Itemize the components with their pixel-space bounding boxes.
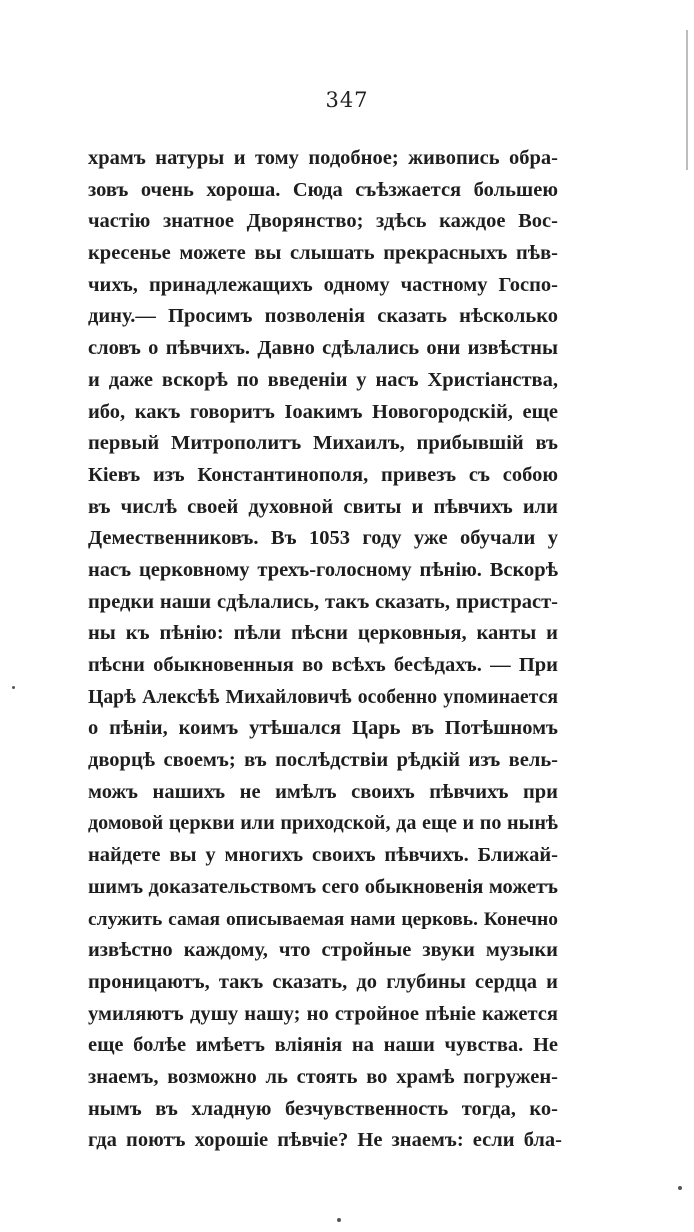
text-line: зовъ очень хороша. Сюда съѣзжается большею [88, 178, 558, 201]
page-edge-mark [686, 30, 688, 170]
text-line: гда поютъ хорошіе пѣвчіе? Не знаемъ: если бла- [88, 1129, 563, 1152]
text-line: въ числѣ своей духовной свиты и пѣвчихъ или [88, 495, 558, 518]
text-line: первый Митрополитъ Михаилъ, прибывшій въ [88, 432, 558, 455]
scan-speck [337, 1218, 341, 1222]
text-line: домовой церкви или приходской, да еще и по нынѣ [88, 812, 558, 835]
text-line: Кіевъ изъ Константинополя, привезъ съ собою [88, 463, 558, 486]
body-text [88, 143, 563, 1157]
text-line: ны къ пѣнію: пѣли пѣсни церковныя, канты и [88, 622, 558, 645]
text-line: проницаютъ, такъ сказать, до глубины сердца и [88, 970, 558, 993]
text-line: пѣсни обыкновенныя во всѣхъ бесѣдахъ. — При [88, 654, 558, 676]
text-line: кресенье можете вы слышать прекрасныхъ пѣв- [88, 242, 558, 265]
text-line: найдете вы у многихъ своихъ пѣвчихъ. Ближай- [88, 844, 558, 867]
scan-speck [12, 686, 15, 689]
text-line: нымъ въ хладную безчувственность тогда, ко- [88, 1097, 558, 1120]
text-line: шимъ доказательствомъ сего обыкновенія можетъ [88, 875, 558, 898]
text-line: храмъ натуры и тому подобное; живопись обра- [88, 147, 558, 169]
text-line: насъ церковному трехъ-голосному пѣнію. Вскорѣ [88, 558, 558, 581]
text-line: Царѣ Алексѣѣ Михайловичѣ особенно упоминается [88, 685, 558, 708]
text-line: можъ нашихъ не имѣлъ своихъ пѣвчихъ при [88, 780, 558, 803]
text-line: извѣстно каждому, что стройные звуки музыки [88, 939, 558, 962]
text-line: служить самая описываемая нами церковь. Конечно [88, 908, 558, 930]
text-line: дину.— Просимъ позволенія сказать нѣсколько [88, 305, 558, 328]
text-line: дворцѣ своемъ; въ послѣдствіи рѣдкій изъ вель- [88, 749, 558, 772]
text-line: частію знатное Дворянство; здѣсь каждое Вос- [88, 210, 558, 233]
text-line: умиляютъ душу нашу; но стройное пѣніе кажется [88, 1002, 558, 1025]
scan-speck [678, 1186, 682, 1190]
text-line: еще болѣе имѣетъ вліянія на наши чувства. Не [88, 1034, 558, 1057]
text-line: и даже вскорѣ по введеніи у насъ Христіанства, [88, 368, 558, 391]
text-line: чихъ, принадлежащихъ одному частному Госпо- [88, 273, 558, 296]
text-line: словъ о пѣвчихъ. Давно сдѣлались они извѣстны [88, 337, 558, 360]
text-line: о пѣніи, коимъ утѣшался Царь въ Потѣшномъ [88, 717, 558, 740]
text-line: знаемъ, возможно ль стоять во храмѣ погружен- [88, 1065, 558, 1088]
text-line: ибо, какъ говоритъ Іоакимъ Новогородскій, еще [88, 400, 558, 423]
text-line: предки наши сдѣлались, такъ сказать, пристраст- [88, 590, 558, 613]
page-number: 347 [325, 88, 369, 112]
text-line: Демественниковъ. Въ 1053 году уже обучали у [88, 527, 558, 550]
